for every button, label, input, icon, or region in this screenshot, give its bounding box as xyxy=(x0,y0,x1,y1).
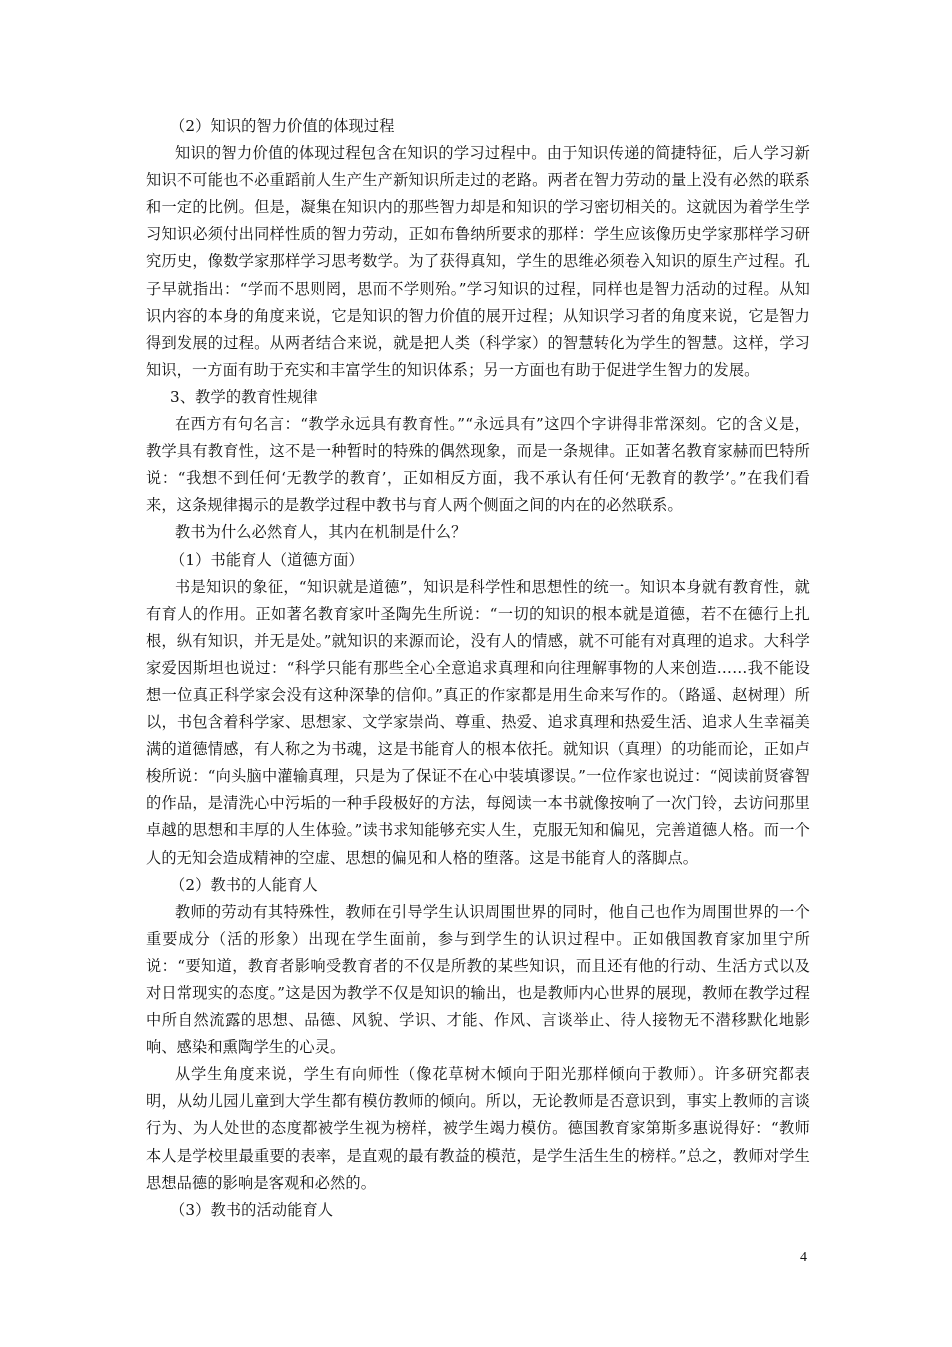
body-paragraph: 知识的智力价值的体现过程包含在知识的学习过程中。由于知识传递的简捷特征，后人学习新知识不可能也不必重蹈前人生产生产新知识所走过的老路。两者在智力劳动的量上没有必然的联系和一定的比例。但是，凝集在知识内的那些智力却是和知识的学习密切相关的。这就因为着学生学习知识必须付出同样性质的智力劳动，正如布鲁纳所要求的那样：学生应该像历史学家那样学习研究历史，像数学家那样学习思考数学。为了获得真知，学生的思维必须卷入知识的原生产过程。孔子早就指出：“学而不思则罔，思而不学则殆。”学习知识的过程，同样也是智力活动的过程。从知识内容的本身的角度来说，它是知识的智力价值的展开过程；从知识学习者的角度来说，它是智力得到发展的过程。从两者结合来说，就是把人类（科学家）的智慧转化为学生的智慧。这样，学习知识，一方面有助于充实和丰富学生的知识体系；另一方面也有助于促进学生智力的发展。 xyxy=(146,144,810,379)
section-heading: （2）知识的智力价值的体现过程 xyxy=(170,117,395,135)
page-number: 4 xyxy=(800,1250,807,1265)
document-body xyxy=(146,113,810,1224)
section-heading: （3）教书的活动能育人 xyxy=(170,1200,334,1219)
body-paragraph: 在西方有句名言：“教学永远具有教育性。”“永远具有”这四个字讲得非常深刻。它的含义是，教学具有教育性，这不是一种暂时的特殊的偶然现象，而是一条规律。正如著名教育家赫而巴特所说：“我想不到任何‘无教学的教育’，正如相反方面，我不承认有任何‘无教育的教学’。”在我们看来，这条规律揭示的是教学过程中教书与育人两个侧面之间的内在的必然联系。 xyxy=(146,415,810,515)
body-paragraph: 教书为什么必然育人，其内在机制是什么？ xyxy=(175,523,467,542)
body-paragraph: 书是知识的象征，“知识就是道德”，知识是科学性和思想性的统一。知识本身就有教育性，就有育人的作用。正如著名教育家叶圣陶先生所说：“一切的知识的根本就是道德，若不在德行上扎根，纵有知识，并无是处。”就知识的来源而论，没有人的情感，就不可能有对真理的追求。大科学家爱因斯坦也说过：“科学只能有那些全心全意追求真理和向往理解事物的人来创造……我不能设想一位真正科学家会没有这种深挚的信仰。”真正的作家都是用生命来写作的。（路遥、赵树理）所以，书包含着科学家、思想家、文学家崇尚、尊重、热爱、追求真理和热爱生活、追求人生幸福美满的道德情感，有人称之为书魂，这是书能育人的根本依托。就知识（真理）的功能而论，正如卢梭所说：“向头脑中灌输真理，只是为了保证不在心中装填谬误。”一位作家也说过：“阅读前贤睿智的作品，是清洗心中污垢的一种手段极好的方法，每阅读一本书就像按响了一次门铃，去访问那里卓越的思想和丰厚的人生体验。”读书求知能够充实人生，克服无知和偏见，完善道德人格。而一个人的无知会造成精神的空虚、思想的偏见和人格的堕落。这是书能育人的落脚点。 xyxy=(146,577,810,867)
body-paragraph: 教师的劳动有其特殊性，教师在引导学生认识周围世界的同时，他自己也作为周围世界的一个重要成分（活的形象）出现在学生面前，参与到学生的认识过程中。正如俄国教育家加里宁所说：“要知道，教育者影响受教育者的不仅是所教的某些知识，而且还有他的行动、生活方式以及对日常现实的态度。”这是因为教学不仅是知识的输出，也是教师内心世界的展现，教师在教学过程中所自然流露的思想、品德、风貌、学识、才能、作风、言谈举止、待人接物无不潜移默化地影响、感染和熏陶学生的心灵。 xyxy=(146,902,810,1057)
section-heading: （2）教书的人能育人 xyxy=(170,875,318,894)
body-paragraph: 从学生角度来说，学生有向师性（像花草树木倾向于阳光那样倾向于教师）。许多研究都表明，从幼儿园儿童到大学生都有模仿教师的倾向。所以，无论教师是否意识到，事实上教师的言谈行为、为人处世的态度都被学生视为榜样，被学生竭力模仿。德国教育家第斯多惠说得好：“教师本人是学校里最重要的表率，是直观的最有教益的模范，是学生活生生的榜样。”总之，教师对学生思想品德的影响是客观和必然的。 xyxy=(146,1065,810,1192)
section-heading: （1）书能育人（道德方面） xyxy=(170,550,364,569)
section-heading: 3、教学的教育性规律 xyxy=(170,387,318,406)
